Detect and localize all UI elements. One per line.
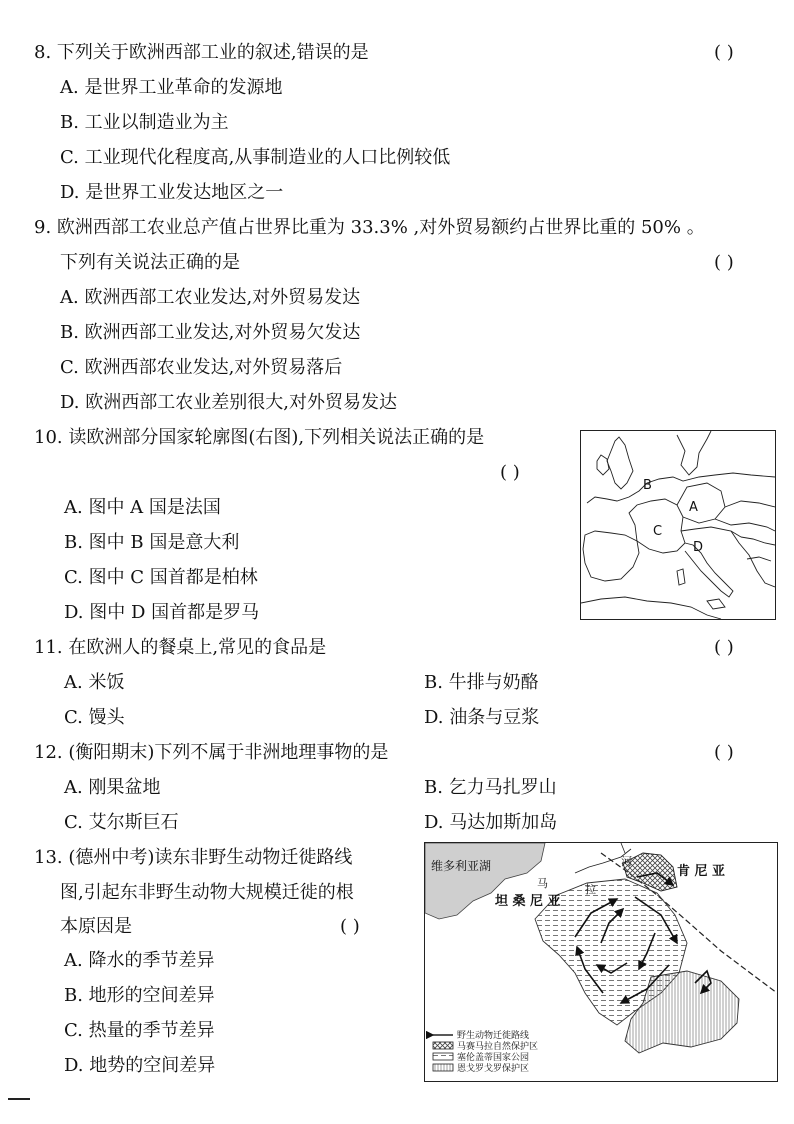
q11-option-c: C. 馒头 bbox=[64, 707, 125, 728]
q8-answer-paren: ( ) bbox=[714, 42, 734, 63]
q12-option-d: D. 马达加斯加岛 bbox=[424, 812, 558, 833]
east-africa-migration-map bbox=[424, 842, 778, 1082]
q13-option-d: D. 地势的空间差异 bbox=[64, 1055, 216, 1076]
q10-option-d: D. 图中 D 国首都是罗马 bbox=[64, 602, 260, 623]
legend-route-label: 野生动物迁徙路线 bbox=[457, 1031, 530, 1041]
q12-stem: 12. (衡阳期末)下列不属于非洲地理事物的是 bbox=[34, 742, 389, 763]
q9-option-a: A. 欧洲西部工农业发达,对外贸易发达 bbox=[60, 287, 361, 308]
page-footer-rule bbox=[8, 1098, 30, 1100]
q13-option-b: B. 地形的空间差异 bbox=[64, 985, 215, 1006]
q10-option-b: B. 图中 B 国是意大利 bbox=[64, 532, 240, 553]
q10-option-c: C. 图中 C 国首都是柏林 bbox=[64, 567, 258, 588]
q13-option-a: A. 降水的季节差异 bbox=[64, 950, 215, 971]
label-ma: 马 bbox=[537, 877, 548, 890]
q11-option-a: A. 米饭 bbox=[64, 672, 125, 693]
q13-stem-line1: 13. (德州中考)读东非野生动物迁徙路线 bbox=[34, 847, 353, 868]
map-label-c: C bbox=[653, 524, 663, 539]
q12-answer-paren: ( ) bbox=[714, 742, 734, 763]
map-label-b: B bbox=[643, 478, 652, 493]
legend-ngorongoro-label: 恩戈罗戈罗保护区 bbox=[457, 1064, 530, 1074]
map-legend bbox=[433, 1035, 453, 1071]
q8-option-b: B. 工业以制造业为主 bbox=[60, 112, 229, 133]
q12-option-b: B. 乞力马扎罗山 bbox=[424, 777, 557, 798]
q9-answer-paren: ( ) bbox=[714, 252, 734, 273]
legend-serengeti-label: 塞伦盖蒂国家公园 bbox=[457, 1053, 530, 1063]
q9-stem-line1: 9. 欧洲西部工农业总产值占世界比重为 33.3% ,对外贸易额约占世界比重的 50% 。 bbox=[34, 217, 705, 238]
q11-option-d: D. 油条与豆浆 bbox=[424, 707, 540, 728]
q11-stem: 11. 在欧洲人的餐桌上,常见的食品是 bbox=[34, 637, 327, 658]
q10-stem: 10. 读欧洲部分国家轮廓图(右图),下列相关说法正确的是 bbox=[34, 427, 485, 448]
label-la: 拉 bbox=[585, 883, 596, 896]
q10-option-a: A. 图中 A 国是法国 bbox=[64, 497, 221, 518]
q9-option-c: C. 欧洲西部农业发达,对外贸易落后 bbox=[60, 357, 343, 378]
q11-answer-paren: ( ) bbox=[714, 637, 734, 658]
map-label-a: A bbox=[689, 500, 698, 515]
q8-option-a: A. 是世界工业革命的发源地 bbox=[60, 77, 283, 98]
q13-stem-line2: 图,引起东非野生动物大规模迁徙的根 bbox=[60, 882, 354, 903]
q10-answer-paren: ( ) bbox=[500, 462, 520, 483]
q9-stem-line2: 下列有关说法正确的是 bbox=[60, 252, 240, 273]
q12-option-c: C. 艾尔斯巨石 bbox=[64, 812, 179, 833]
q8-option-d: D. 是世界工业发达地区之一 bbox=[60, 182, 284, 203]
europe-map-outline bbox=[581, 431, 775, 619]
q8-stem: 8. 下列关于欧洲西部工业的叙述,错误的是 bbox=[34, 42, 369, 63]
europe-map-figure bbox=[580, 430, 776, 620]
q12-option-a: A. 刚果盆地 bbox=[64, 777, 161, 798]
label-river: 河 bbox=[621, 855, 632, 868]
q9-option-d: D. 欧洲西部工农业差别很大,对外贸易发达 bbox=[60, 392, 397, 413]
label-lake-victoria: 维多利亚湖 bbox=[431, 859, 492, 873]
q13-option-c: C. 热量的季节差异 bbox=[64, 1020, 215, 1041]
q9-option-b: B. 欧洲西部工业发达,对外贸易欠发达 bbox=[60, 322, 361, 343]
legend-masai-label: 马赛马拉自然保护区 bbox=[457, 1042, 539, 1052]
q11-option-b: B. 牛排与奶酪 bbox=[424, 672, 539, 693]
map-label-d: D bbox=[693, 540, 704, 555]
q8-option-c: C. 工业现代化程度高,从事制造业的人口比例较低 bbox=[60, 147, 451, 168]
q13-answer-paren: ( ) bbox=[340, 916, 360, 937]
label-kenya: 肯 尼 亚 bbox=[677, 864, 726, 879]
label-tanzania: 坦 桑 尼 亚 bbox=[495, 894, 561, 909]
q13-stem-line3: 本原因是 bbox=[60, 916, 132, 937]
